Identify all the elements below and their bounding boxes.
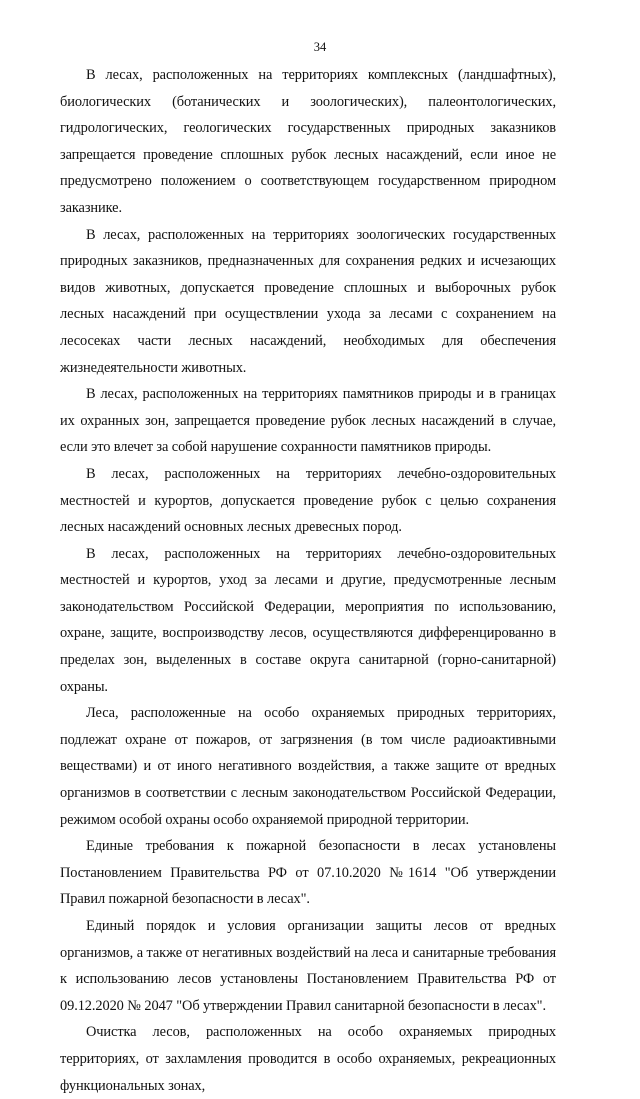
paragraph-resorts-care: В лесах, расположенных на территориях лечебно-оздоровительных местностей и курортов, уход за лесами и другие, предусмотренные лесным законодательством Российской Федерации, мероприятия по использованию, охране, защите, воспроизводству лесов, осуществляются дифференцированно в пределах зон, выделенных в составе округа санитарной (горно-санитарной) охраны. bbox=[60, 545, 556, 695]
paragraph-sanitary-safety: Единый порядок и условия организации защиты лесов от вредных организмов, а также от негативных воздействий на леса и санитарные требования к использованию лесов установлены Постановлением Правительства РФ от 09.12.2020 № 2047 "Об утверждении Правил санитарной безопасности в лесах". bbox=[60, 918, 556, 1014]
paragraph-nature-monuments: В лесах, расположенных на территориях памятников природы и в границах их охранных зон, запрещается проведение рубок лесных насаждений в случае, если это влечет за собой нарушение сохранности памятников природы. bbox=[60, 386, 556, 456]
paragraph-fire-safety: Единые требования к пожарной безопасности в лесах установлены Постановлением Правительства РФ от 07.10.2020 №1614 "Об утверждении Правил пожарной безопасности в лесах". bbox=[60, 838, 556, 908]
paragraph-forest-protection: Леса, расположенные на особо охраняемых природных территориях, подлежат охране от пожаров, от загрязнения (в том числе радиоактивными веществами) и от иного негативного воздействия, а также защите от вредных организмов в соответствии с лесным законодательством Российской Федерации, режимом особой охраны особо охраняемой природной территории. bbox=[60, 705, 556, 828]
paragraph-forest-cleaning: Очистка лесов, расположенных на особо охраняемых природных территориях, от захламления проводится в особо охраняемых, рекреационных функциональных зонах, bbox=[60, 1024, 556, 1094]
page-number: 34 bbox=[313, 40, 327, 54]
paragraph-zakazniki-complex: В лесах, расположенных на территориях комплексных (ландшафтных), биологических (ботанических и зоологических), палеонтологических, гидрологических, геологических государственных природных заказников запрещается проведение сплошных рубок лесных насаждений, если иное не предусмотрено положением о соответствующем государственном природном заказнике. bbox=[60, 67, 556, 216]
paragraph-resorts-felling: В лесах, расположенных на территориях лечебно-оздоровительных местностей и курортов, допускается проведение рубок с целью сохранения лесных насаждений основных лесных древесных пород. bbox=[60, 465, 556, 536]
paragraph-zakazniki-zoological: В лесах, расположенных на территориях зоологических государственных природных заказников, предназначенных для сохранения редких и исчезающих видов животных, допускается проведение сплошных и выборочных рубок лесных насаждений при осуществлении ухода за лесами с сохранением на лесосеках части лесных насаждений, необходимых для обеспечения жизнедеятельности животных. bbox=[60, 226, 556, 376]
document-body bbox=[60, 62, 556, 1099]
